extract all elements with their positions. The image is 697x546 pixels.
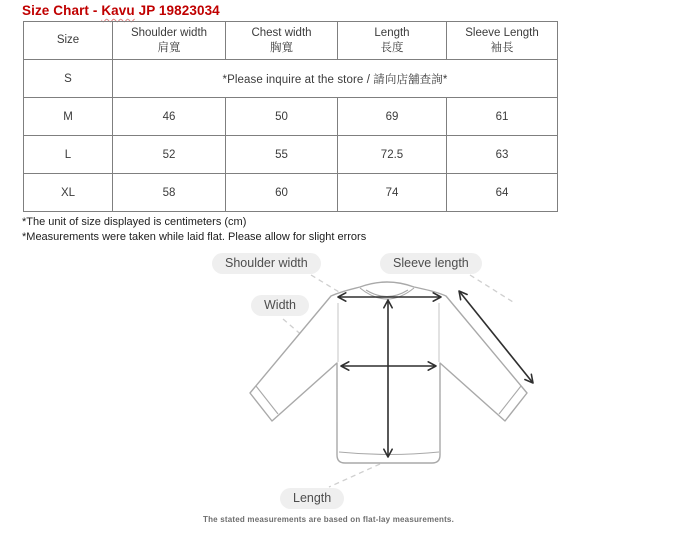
size-cell: L <box>24 136 113 174</box>
shoulder-value: 52 <box>113 136 226 174</box>
col-header-chest-width: Chest width 胸寬 <box>226 22 338 60</box>
length-value: 72.5 <box>338 136 447 174</box>
sleeve-value: 64 <box>447 174 558 212</box>
diagram-caption: The stated measurements are based on flat-lay measurements. <box>203 515 455 524</box>
length-value: 74 <box>338 174 447 212</box>
col-header-sleeve-length: Sleeve Length 袖長 <box>447 22 558 60</box>
title-prefix: Size Chart - <box>22 3 102 18</box>
col-header-shoulder-width: Shoulder width 肩寬 <box>113 22 226 60</box>
width-label: Width <box>251 295 309 316</box>
size-cell: XL <box>24 174 113 212</box>
title-suffix: JP 19823034 <box>134 3 220 18</box>
footnote-flat: *Measurements were taken while laid flat. Please allow for slight errors <box>22 230 367 243</box>
connector-length <box>329 464 380 487</box>
shoulder-value: 46 <box>113 98 226 136</box>
length-label: Length <box>280 488 344 509</box>
col-header-size: Size <box>24 22 113 60</box>
chest-value: 60 <box>226 174 338 212</box>
shoulder-value: 58 <box>113 174 226 212</box>
col-header-length: Length 長度 <box>338 22 447 60</box>
title-brand: Kavu <box>101 3 135 18</box>
connector-shoulder <box>311 275 344 295</box>
length-value: 69 <box>338 98 447 136</box>
sleeve-value: 63 <box>447 136 558 174</box>
connector-sleeve <box>470 275 513 302</box>
inquire-note-cell: *Please inquire at the store / 請向店舖查詢* <box>113 60 558 98</box>
sleeve-length-label: Sleeve length <box>380 253 482 274</box>
chest-value: 55 <box>226 136 338 174</box>
sleeve-value: 61 <box>447 98 558 136</box>
size-cell: S <box>24 60 113 98</box>
shoulder-width-label: Shoulder width <box>212 253 321 274</box>
chest-value: 50 <box>226 98 338 136</box>
footnote-unit: *The unit of size displayed is centimeters (cm) <box>22 216 247 228</box>
size-cell: M <box>24 98 113 136</box>
